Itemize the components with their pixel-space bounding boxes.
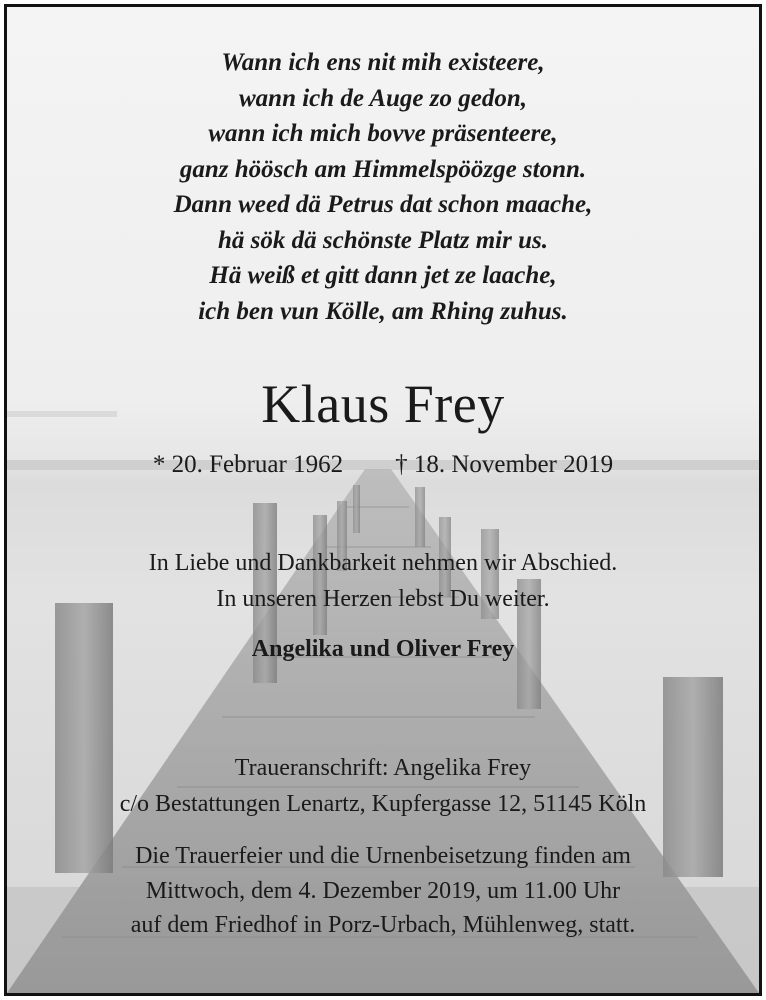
ceremony-line: Mittwoch, dem 4. Dezember 2019, um 11.00 Uhr	[145, 877, 621, 904]
mourning-address	[7, 750, 759, 822]
poem-line: wann ich de Auge zo gedon,	[238, 84, 527, 112]
farewell-text	[7, 545, 759, 617]
poem-line: hä sök dä schönste Platz mir us.	[218, 226, 548, 254]
poem	[7, 45, 759, 329]
birth-date: * 20. Februar 1962	[152, 451, 344, 478]
address-line: c/o Bestattungen Lenartz, Kupfergasse 12, 51145 Köln	[119, 791, 647, 817]
ceremony-line: Die Trauerfeier und die Urnenbeisetzung finden am	[135, 843, 631, 869]
poem-line: Hä weiß et gitt dann jet ze laache,	[209, 262, 557, 289]
poem-line: Wann ich ens nit mih existeere,	[221, 49, 545, 76]
poem-line: ganz höösch am Himmelspöözge stonn.	[179, 155, 587, 183]
obituary-notice	[4, 4, 762, 996]
farewell-line: In unseren Herzen lebst Du weiter.	[216, 586, 550, 612]
deceased-name: Klaus Frey	[261, 374, 505, 434]
life-dates	[7, 448, 759, 482]
poem-line: wann ich mich bovve präsenteere,	[208, 120, 558, 147]
poem-line: Dann weed dä Petrus dat schon maache,	[173, 191, 593, 218]
mourners-names: Angelika und Oliver Frey	[251, 636, 515, 662]
death-date: † 18. November 2019	[395, 451, 614, 478]
ceremony-line: auf dem Friedhof in Porz-Urbach, Mühlenweg, statt.	[130, 912, 636, 938]
address-line: Traueranschrift: Angelika Frey	[234, 755, 532, 781]
farewell-line: In Liebe und Dankbarkeit nehmen wir Abschied.	[148, 550, 618, 576]
ceremony-info	[7, 839, 759, 943]
poem-line: ich ben vun Kölle, am Rhing zuhus.	[198, 297, 568, 325]
